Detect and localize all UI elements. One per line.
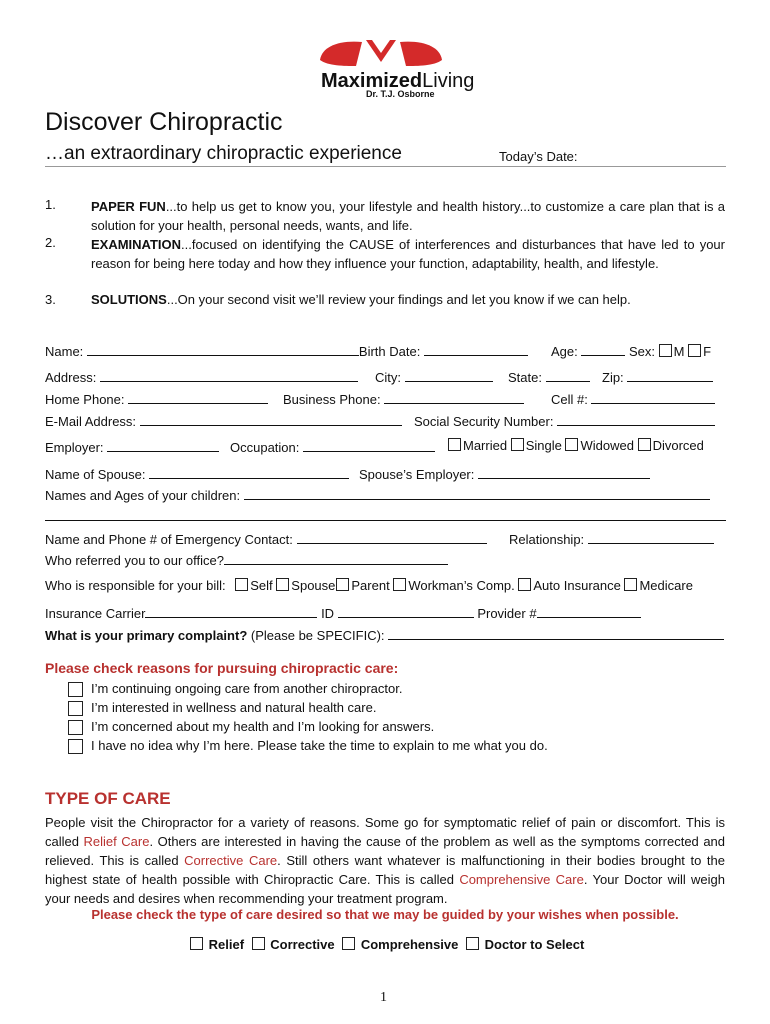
children-extra-line[interactable] xyxy=(45,520,726,521)
cell-row: Cell #: xyxy=(551,390,715,407)
reason-label: I have no idea why I’m here. Please take the time to explain to me what you do. xyxy=(91,738,548,753)
complaint-field[interactable] xyxy=(388,626,724,640)
bill-medicare-checkbox[interactable] xyxy=(624,578,637,591)
state-row: State: xyxy=(508,368,590,385)
care-relief-checkbox[interactable] xyxy=(190,937,203,950)
care-corrective-checkbox[interactable] xyxy=(252,937,265,950)
occupation-row: Occupation: xyxy=(230,438,435,455)
zip-row: Zip: xyxy=(602,368,713,385)
sex-m-checkbox[interactable] xyxy=(659,344,672,357)
emergency-row: Name and Phone # of Emergency Contact: xyxy=(45,530,487,547)
state-field[interactable] xyxy=(546,368,590,382)
address-field[interactable] xyxy=(100,368,358,382)
name-row: Name: Birth Date: xyxy=(45,342,528,359)
divorced-checkbox[interactable] xyxy=(638,438,651,451)
married-checkbox[interactable] xyxy=(448,438,461,451)
business-phone-field[interactable] xyxy=(384,390,524,404)
home-phone-row: Home Phone: xyxy=(45,390,268,407)
care-options: Relief Corrective Comprehensive Doctor to Select xyxy=(190,937,584,952)
name-field[interactable] xyxy=(87,342,359,356)
occupation-field[interactable] xyxy=(303,438,435,452)
brand-name: MaximizedLiving xyxy=(321,70,475,92)
ssn-field[interactable] xyxy=(557,412,715,426)
reason-label: I’m interested in wellness and natural health care. xyxy=(91,700,377,715)
step-item: EXAMINATION...focused on identifying the CAUSE of interferences and disturbances that have led to your reason for being here today and how they influence your function, adaptability, health, and lifestyle. xyxy=(91,237,725,271)
spouse-employer-field[interactable] xyxy=(478,465,650,479)
insurance-carrier-field[interactable] xyxy=(145,604,317,618)
marital-status: Married Single Widowed Divorced xyxy=(448,438,704,453)
care-comprehensive-checkbox[interactable] xyxy=(342,937,355,950)
single-checkbox[interactable] xyxy=(511,438,524,451)
emergency-field[interactable] xyxy=(297,530,487,544)
email-row: E-Mail Address: xyxy=(45,412,402,429)
reason-checkbox[interactable] xyxy=(68,682,83,697)
page-number: 1 xyxy=(380,990,387,1005)
step-number: 1. xyxy=(45,197,56,212)
referred-row: Who referred you to our office? xyxy=(45,551,448,568)
spouse-name-field[interactable] xyxy=(149,465,349,479)
care-heading: TYPE OF CARE xyxy=(45,789,171,808)
reason-checkbox[interactable] xyxy=(68,701,83,716)
age-sex-row: Age: Sex: M F xyxy=(551,344,712,359)
reason-checkbox[interactable] xyxy=(68,720,83,735)
ssn-row: Social Security Number: xyxy=(414,412,715,429)
age-field[interactable] xyxy=(581,342,625,356)
children-row: Names and Ages of your children: xyxy=(45,486,710,503)
city-row: City: xyxy=(375,368,493,385)
care-paragraph: People visit the Chiropractor for a variety of reasons. Some go for symptomatic relief of pain or discomfort. This is called Relief Care. Others are interested in having the cause of the problem as well as the symptoms corrected and relieved. This is called Corrective Care. Still others want whatever is malfunctioning in their bodies brought to the highest state of health possible with Chiropractic Care. This is called Comprehensive Care. Your Doctor will weigh your needs and desires when recommending your treatment program. xyxy=(45,815,726,906)
relationship-row: Relationship: xyxy=(509,530,714,547)
bill-workmans-comp-checkbox[interactable] xyxy=(393,578,406,591)
todays-date-label: Today’s Date: xyxy=(499,149,578,164)
birth-date-field[interactable] xyxy=(424,342,528,356)
care-doctor-select-checkbox[interactable] xyxy=(466,937,479,950)
relationship-field[interactable] xyxy=(588,530,714,544)
cell-field[interactable] xyxy=(591,390,715,404)
care-instruction: Please check the type of care desired so that we may be guided by your wishes when possible. xyxy=(91,907,679,922)
bill-parent-checkbox[interactable] xyxy=(336,578,349,591)
page-subtitle: …an extraordinary chiropractic experience xyxy=(45,143,402,164)
provider-field[interactable] xyxy=(537,604,641,618)
referred-field[interactable] xyxy=(224,551,448,565)
reason-checkbox[interactable] xyxy=(68,739,83,754)
widowed-checkbox[interactable] xyxy=(565,438,578,451)
reason-label: I’m concerned about my health and I’m looking for answers. xyxy=(91,719,435,734)
step-item: SOLUTIONS...On your second visit we’ll review your findings and let you know if we can help. xyxy=(91,292,631,307)
employer-field[interactable] xyxy=(107,438,219,452)
spouse-employer-row: Spouse’s Employer: xyxy=(359,465,650,482)
city-field[interactable] xyxy=(405,368,493,382)
business-phone-row: Business Phone: xyxy=(283,390,524,407)
email-field[interactable] xyxy=(140,412,402,426)
employer-row: Employer: xyxy=(45,438,219,455)
insurance-id-field[interactable] xyxy=(338,604,474,618)
complaint-row: What is your primary complaint? (Please be SPECIFIC): xyxy=(45,626,724,643)
reason-label: I’m continuing ongoing care from another chiropractor. xyxy=(91,681,403,696)
zip-field[interactable] xyxy=(627,368,713,382)
step-item: PAPER FUN...to help us get to know you, your lifestyle and health history...to customize a care plan that is a solution for your health, personal needs, wants, and life. xyxy=(91,199,726,233)
header-divider xyxy=(45,166,726,167)
home-phone-field[interactable] xyxy=(128,390,268,404)
insurance-row: Insurance Carrier ID Provider # xyxy=(45,604,641,621)
reasons-heading: Please check reasons for pursuing chiropractic care: xyxy=(45,660,399,676)
step-number: 3. xyxy=(45,292,56,307)
address-row: Address: xyxy=(45,368,358,385)
logo-mark-icon xyxy=(318,36,444,70)
step-number: 2. xyxy=(45,235,56,250)
bill-spouse-checkbox[interactable] xyxy=(276,578,289,591)
bill-self-checkbox[interactable] xyxy=(235,578,248,591)
bill-auto-insurance-checkbox[interactable] xyxy=(518,578,531,591)
sex-f-checkbox[interactable] xyxy=(688,344,701,357)
brand-doctor: Dr. T.J. Osborne xyxy=(366,89,435,99)
spouse-row: Name of Spouse: xyxy=(45,465,349,482)
page-title: Discover Chiropractic xyxy=(45,108,283,136)
bill-row: Who is responsible for your bill: Self Spouse Parent Workman’s Comp. Auto Insurance Medicare xyxy=(45,578,693,593)
children-field[interactable] xyxy=(244,486,710,500)
